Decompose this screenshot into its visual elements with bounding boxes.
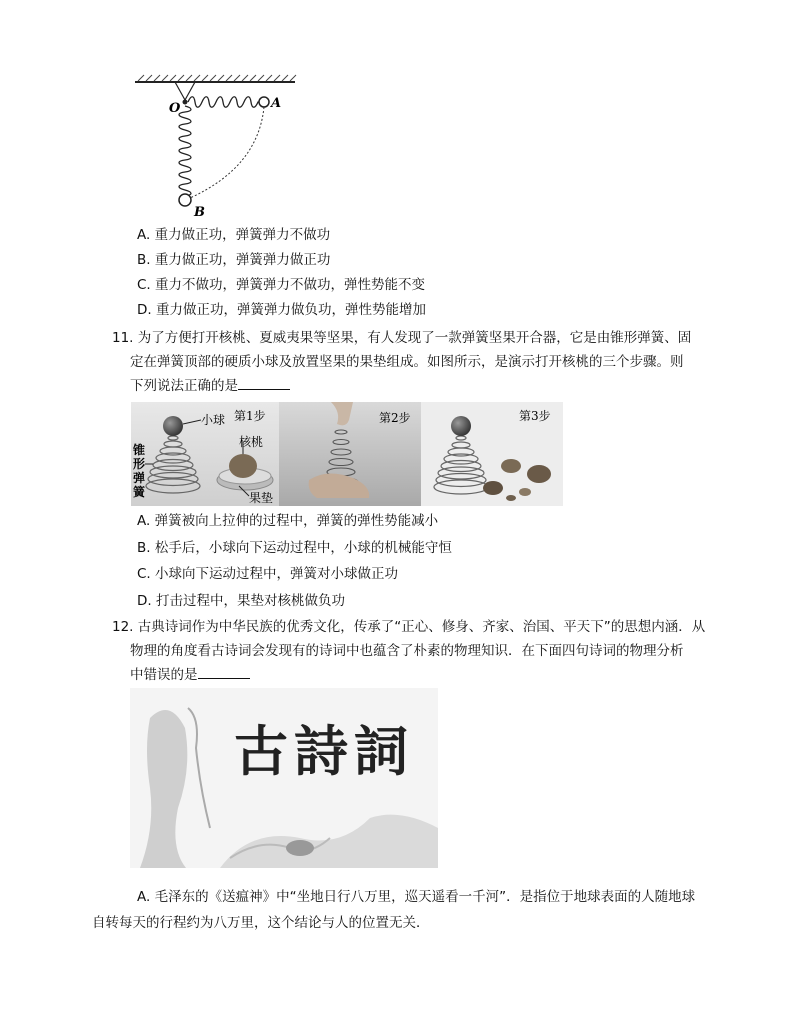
label-spring-char-1: 锥	[133, 443, 146, 457]
calligraphy-title: 古詩詞	[234, 719, 414, 783]
ancient-poetry-figure	[130, 688, 438, 868]
label-spring-char-4: 簧	[133, 485, 146, 499]
label-b: B	[194, 205, 205, 220]
label-walnut: 核桃	[239, 435, 264, 449]
label-pad: 果垫	[249, 491, 274, 505]
q10-option-a: A. 重力做正功，弹簧弹力不做功	[137, 227, 331, 243]
q12-option-a-line-1: A. 毛泽东的《送瘟神》中“坐地日行八万里，巡天遥看一千河”．是指位于地球表面的人随地球	[137, 889, 696, 905]
spring-figure	[130, 72, 300, 220]
label-o: O	[169, 101, 181, 116]
q12-answer-blank	[198, 666, 250, 679]
q10-option-d: D. 重力做正功，弹簧弹力做负功，弹性势能增加	[137, 302, 426, 318]
q12-stem-line-3-text: 中错误的是	[130, 667, 198, 683]
q12-stem-line-2: 物理的角度看古诗词会发现有的诗词中也蕴含了朴素的物理知识．在下面四句诗词的物理分析	[130, 643, 684, 659]
label-spring-char-3: 弹	[133, 471, 146, 485]
q11-option-b: B. 松手后，小球向下运动过程中，小球的机械能守恒	[137, 540, 452, 556]
q11-stem-line-3-text: 下列说法正确的是	[130, 378, 238, 394]
q11-stem-line-3	[130, 377, 290, 395]
label-step1: 第1步	[234, 409, 266, 423]
label-spring-char-2: 形	[133, 457, 146, 471]
q10-option-b: B. 重力做正功，弹簧弹力做正功	[137, 252, 331, 268]
q12-stem-line-3	[130, 666, 250, 684]
nutcracker-figure	[131, 402, 563, 506]
q10-option-c: C. 重力不做功，弹簧弹力不做功，弹性势能不变	[137, 277, 426, 293]
q11-option-c: C. 小球向下运动过程中，弹簧对小球做正功	[137, 566, 399, 582]
label-step2: 第2步	[379, 411, 411, 425]
label-a: A	[271, 96, 282, 111]
q12-option-a-line-2: 自转每天的行程约为八万里，这个结论与人的位置无关．	[92, 915, 430, 931]
q11-option-a: A. 弹簧被向上拉伸的过程中，弹簧的弹性势能减小	[137, 513, 439, 529]
label-step3: 第3步	[519, 409, 551, 423]
label-ball: 小球	[201, 413, 226, 427]
q11-stem-line-1: 11. 为了方便打开核桃、夏威夷果等坚果，有人发现了一款弹簧坚果开合器，它是由锥形弹簧、固	[112, 330, 692, 346]
q12-stem-line-1: 12. 古典诗词作为中华民族的优秀文化，传承了“正心、修身、齐家、治国、平天下”的思想内涵．从	[112, 619, 706, 635]
q11-option-d: D. 打击过程中，果垫对核桃做负功	[137, 593, 345, 609]
q11-stem-line-2: 定在弹簧顶部的硬质小球及放置坚果的果垫组成。如图所示，是演示打开核桃的三个步骤。则	[130, 354, 684, 370]
q11-answer-blank	[238, 377, 290, 390]
